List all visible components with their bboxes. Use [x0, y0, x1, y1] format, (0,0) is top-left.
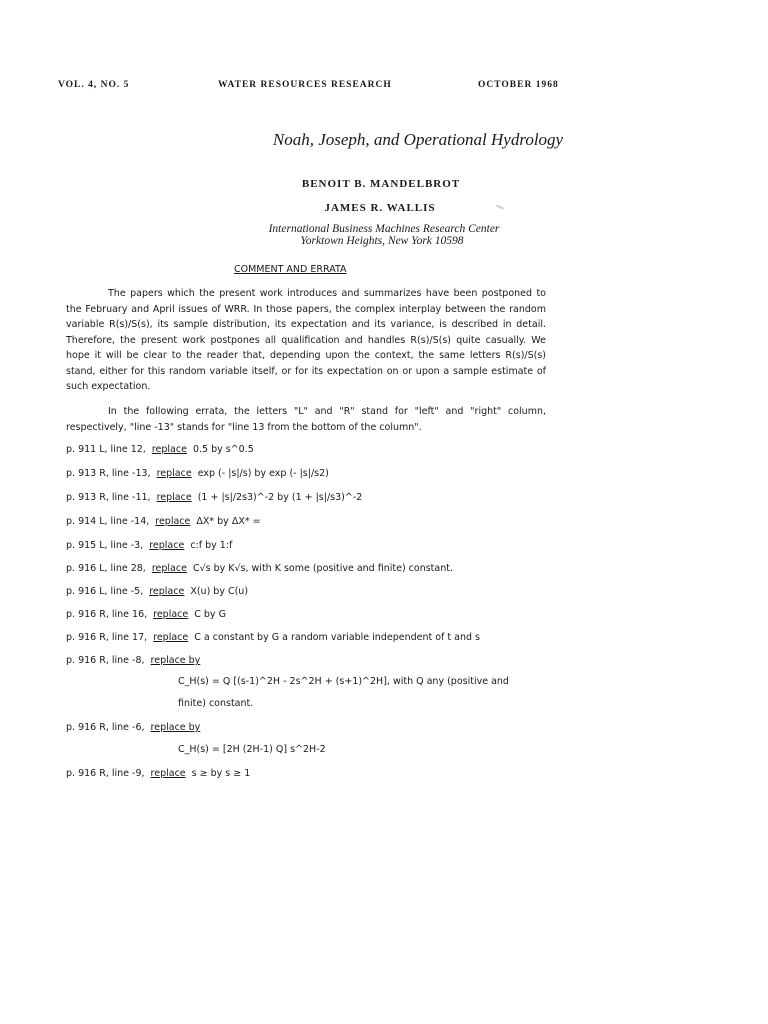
erratum-location: p. 916 R, line 17,	[66, 632, 148, 643]
erratum-location: p. 914 L, line -14,	[66, 516, 150, 527]
erratum-action: replace by	[150, 655, 201, 666]
author-2: JAMES R. WALLIS	[324, 202, 436, 214]
erratum-item	[66, 516, 261, 527]
affiliation-line-2: Yorktown Heights, New York 10598	[300, 235, 464, 247]
erratum-item	[66, 609, 226, 620]
erratum-correction: s ≥ by s ≥ 1	[191, 768, 251, 779]
erratum-location: p. 916 L, line -5,	[66, 586, 144, 597]
erratum-action: replace	[156, 468, 192, 479]
erratum-correction: 0.5 by s^0.5	[192, 444, 254, 455]
erratum-location: p. 915 L, line -3,	[66, 540, 144, 551]
erratum-item	[66, 768, 250, 779]
erratum-correction: C√s by K√s, with K some (positive and finite) constant.	[192, 563, 453, 574]
erratum-location: p. 913 R, line -13,	[66, 468, 151, 479]
erratum-item	[66, 563, 453, 574]
erratum-correction: X(u) by C(u)	[190, 586, 249, 597]
erratum-location: p. 916 L, line 28,	[66, 563, 146, 574]
erratum-location: p. 916 R, line -8,	[66, 655, 145, 666]
erratum-item	[66, 722, 200, 733]
erratum-correction: (1 + |s|/2s3)^-2 by (1 + |s|/s3)^-2	[197, 492, 363, 503]
erratum-action: replace	[151, 563, 187, 574]
erratum-location: p. 913 R, line -11,	[66, 492, 151, 503]
volume-issue: VOL. 4, NO. 5	[58, 80, 130, 90]
erratum-correction: C by G	[194, 609, 226, 620]
erratum-action: replace	[153, 632, 189, 643]
erratum-correction: C a constant by G a random variable independent of t and s	[194, 632, 481, 643]
section-heading: COMMENT AND ERRATA	[234, 264, 347, 275]
formula-ch-1-tail: finite) constant.	[178, 698, 254, 709]
paragraph-notation: In the following errata, the letters "L" and "R" stand for "left" and "right" column, respectively, "line -13" stands for "line 13 from the bottom of the column".	[66, 406, 546, 433]
erratum-location: p. 916 R, line -9,	[66, 768, 145, 779]
erratum-correction: exp (- |s|/s) by exp (- |s|/s2)	[197, 468, 329, 479]
erratum-action: replace	[150, 768, 186, 779]
erratum-item	[66, 444, 254, 455]
paper-title: Noah, Joseph, and Operational Hydrology	[272, 130, 564, 149]
paragraph-intro: The papers which the present work introduces and summarizes have been postponed to the February and April issues of WRR. In those papers, the complex interplay between the random variable R(s)/S(s), its sample distribution, its expectation and its variance, is described in detail. Therefore, the present work postpones all qualification and handles R(s)/S(s) quite casually. We hope it will be clear to the reader that, depending upon the context, the same letters R(s)/S(s) stand, either for this random variable itself, or for its expectation on or upon a sample estimate of such expectation.	[66, 288, 546, 392]
erratum-item	[66, 655, 200, 666]
erratum-correction: ΔX* by ΔX* =	[196, 516, 261, 527]
erratum-action: replace	[149, 540, 185, 551]
erratum-action: replace by	[150, 722, 201, 733]
formula-ch-1: C_H(s) = Q [(s-1)^2H - 2s^2H + (s+1)^2H], with Q any (positive and	[178, 676, 509, 687]
erratum-action: replace	[149, 586, 185, 597]
erratum-location: p. 916 R, line -6,	[66, 722, 145, 733]
erratum-item	[66, 586, 248, 597]
journal-name: WATER RESOURCES RESEARCH	[218, 80, 392, 90]
erratum-action: replace	[156, 492, 192, 503]
issue-date: OCTOBER 1968	[478, 80, 559, 90]
erratum-action: replace	[151, 444, 187, 455]
author-1: BENOIT B. MANDELBROT	[301, 178, 461, 190]
erratum-item	[66, 468, 329, 479]
affiliation-line-1: International Business Machines Research Center	[268, 223, 500, 235]
erratum-correction: c:f by 1:f	[190, 540, 233, 551]
erratum-item	[66, 492, 362, 503]
formula-ch-2: C_H(s) = [2H (2H-1) Q] s^2H-2	[178, 744, 326, 755]
erratum-item	[66, 540, 232, 551]
erratum-action: replace	[153, 609, 189, 620]
erratum-action: replace	[155, 516, 191, 527]
erratum-location: p. 916 R, line 16,	[66, 609, 148, 620]
erratum-location: p. 911 L, line 12,	[66, 444, 146, 455]
erratum-item	[66, 632, 480, 643]
